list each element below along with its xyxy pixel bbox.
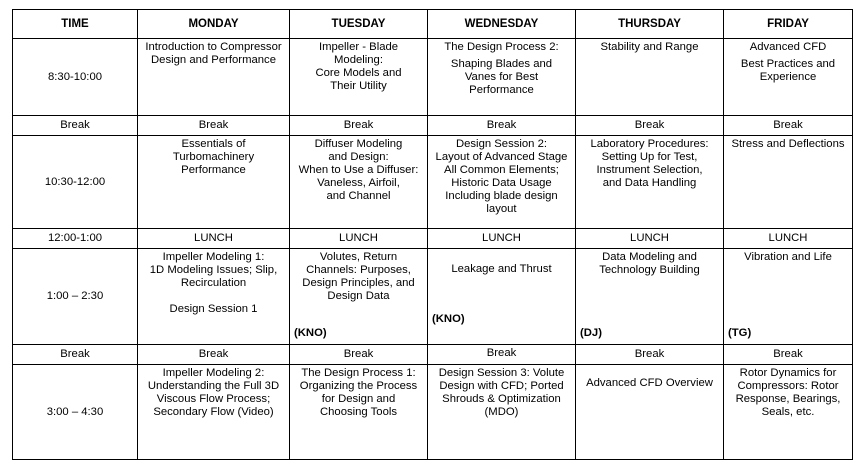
break-cell: Break — [290, 345, 428, 365]
session-cell: The Design Process 1: Organizing the Process for Design and Choosing Tools — [290, 365, 428, 460]
instructor-tag: (DJ) — [580, 327, 602, 339]
session-title: Data Modeling and Technology Building — [599, 251, 700, 276]
break-cell: Break — [724, 345, 853, 365]
row-break-2 — [13, 345, 853, 365]
header-thursday: THURSDAY — [576, 10, 724, 39]
session-detail: Design Session 1 — [169, 303, 258, 315]
row-session-3 — [13, 249, 853, 345]
schedule-table — [12, 9, 853, 460]
session-cell: Diffuser Modeling and Design: When to Use a Diffuser: Vaneless, Airfoil, and Channel — [290, 136, 428, 229]
break-cell: Break — [138, 116, 290, 136]
instructor-tag: (KNO) — [432, 313, 465, 325]
session-cell: Design Session 3: Volute Design with CFD; Ported Shrouds & Optimization (MDO) — [428, 365, 576, 460]
time-cell: Break — [13, 345, 138, 365]
time-cell: 12:00-1:00 — [13, 229, 138, 249]
header-tuesday: TUESDAY — [290, 10, 428, 39]
break-cell: Break — [428, 116, 576, 136]
session-cell: Introduction to Compressor Design and Performance — [138, 39, 290, 116]
session-cell: Design Session 2: Layout of Advanced Stage All Common Elements; Historic Data Usage Including blade design layout — [428, 136, 576, 229]
session-detail: Shaping Blades and Vanes for Best Performance — [450, 58, 553, 96]
session-cell — [428, 249, 576, 345]
lunch-cell: LUNCH — [576, 229, 724, 249]
session-cell: Laboratory Procedures: Setting Up for Test, Instrument Selection, and Data Handling — [576, 136, 724, 229]
session-cell — [724, 249, 853, 345]
session-cell: Advanced CFD Overview — [576, 365, 724, 460]
session-cell: Impeller Modeling 2: Understanding the Full 3D Viscous Flow Process; Secondary Flow (Video) — [138, 365, 290, 460]
session-title: Leakage and Thrust — [451, 263, 552, 275]
row-session-1 — [13, 39, 853, 116]
session-cell — [138, 249, 290, 345]
session-title: The Design Process 2: — [444, 41, 559, 53]
time-cell: 8:30-10:00 — [13, 39, 138, 116]
time-cell: 1:00 – 2:30 — [13, 249, 138, 345]
session-title: Advanced CFD — [749, 41, 827, 53]
session-cell — [428, 39, 576, 116]
instructor-tag: (KNO) — [294, 327, 327, 339]
break-cell: Break — [138, 345, 290, 365]
session-detail: Best Practices and Experience — [740, 58, 836, 83]
row-break-1 — [13, 116, 853, 136]
row-session-2 — [13, 136, 853, 229]
break-cell: Break — [576, 116, 724, 136]
session-cell — [290, 249, 428, 345]
row-session-4 — [13, 365, 853, 460]
time-cell: 3:00 – 4:30 — [13, 365, 138, 460]
header-time: TIME — [13, 10, 138, 39]
break-cell: Break — [576, 345, 724, 365]
session-cell — [724, 39, 853, 116]
lunch-cell: LUNCH — [724, 229, 853, 249]
session-cell: Impeller - Blade Modeling: Core Models and Their Utility — [290, 39, 428, 116]
break-cell: Break — [428, 345, 576, 365]
time-cell: 10:30-12:00 — [13, 136, 138, 229]
break-cell: Break — [724, 116, 853, 136]
session-cell: Stress and Deflections — [724, 136, 853, 229]
time-cell: Break — [13, 116, 138, 136]
session-cell — [576, 249, 724, 345]
session-cell: Rotor Dynamics for Compressors: Rotor Response, Bearings, Seals, etc. — [724, 365, 853, 460]
break-cell: Break — [290, 116, 428, 136]
lunch-cell: LUNCH — [428, 229, 576, 249]
header-friday: FRIDAY — [724, 10, 853, 39]
session-cell: Stability and Range — [576, 39, 724, 116]
session-title: Volutes, Return Channels: Purposes, Design Principles, and Design Data — [302, 251, 415, 302]
lunch-cell: LUNCH — [138, 229, 290, 249]
header-monday: MONDAY — [138, 10, 290, 39]
session-title: Impeller Modeling 1: 1D Modeling Issues; Slip, Recirculation — [149, 251, 278, 289]
row-lunch — [13, 229, 853, 249]
header-row — [13, 10, 853, 39]
session-title: Vibration and Life — [744, 251, 832, 263]
header-wednesday: WEDNESDAY — [428, 10, 576, 39]
session-cell: Essentials of Turbomachinery Performance — [138, 136, 290, 229]
lunch-cell: LUNCH — [290, 229, 428, 249]
instructor-tag: (TG) — [728, 327, 752, 339]
